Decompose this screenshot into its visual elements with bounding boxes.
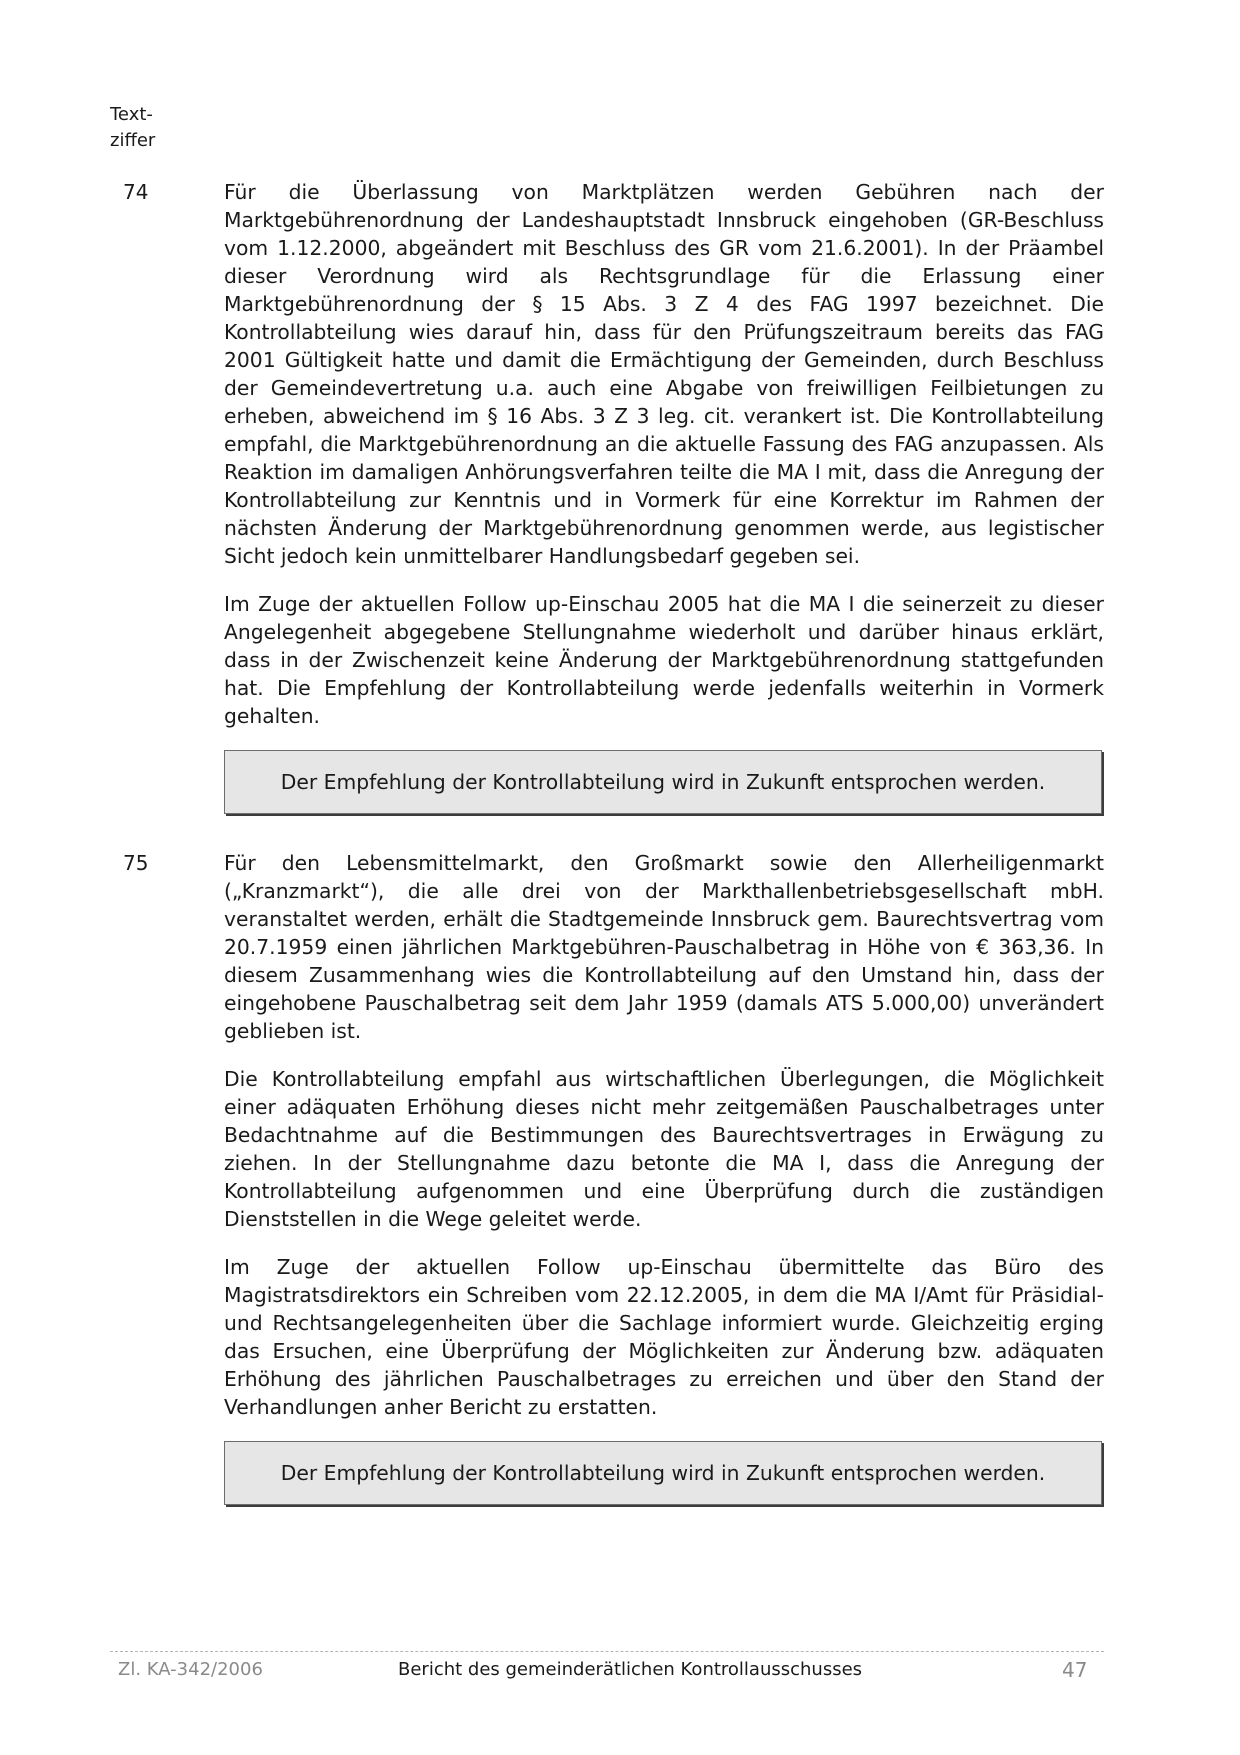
footer-title: Bericht des gemeinderätlichen Kontrollausschusses [398, 1659, 863, 1680]
recommendation-box [224, 750, 1102, 814]
section-body [224, 178, 1104, 814]
paragraph: Im Zuge der aktuellen Follow up-Einschau übermittelte das Büro des Magistratsdirektors ein Schreiben vom 22.12.2005, in dem die MA I/Amt für Präsidial- und Rechtsangelegenheiten über die Sachlage informiert wurde. Gleichzeitig erging das Ersuchen, eine Überprüfung der Möglichkeiten zur Änderung bzw. adäquaten Erhöhung des jährlichen Pauschalbetrages zu erreichen und über den Stand der Verhandlungen anher Bericht zu erstatten. [224, 1255, 1104, 1419]
section-number: 74 [123, 180, 149, 204]
paragraph: Für den Lebensmittelmarkt, den Großmarkt sowie den Allerheiligenmarkt („Kranzmarkt“), die alle drei von der Markthallenbetriebsgesellschaft mbH. veranstaltet werden, erhält die Stadtgemeinde Innsbruck gem. Baurechtsvertrag vom 20.7.1959 einen jährlichen Marktgebühren-Pauschalbetrag in Höhe von € 363,36. In diesem Zusammenhang wies die Kontrollabteilung auf den Umstand hin, dass der eingehobene Pauschalbetrag seit dem Jahr 1959 (damals ATS 5.000,00) unverändert geblieben ist. [224, 851, 1104, 1043]
page-number: 47 [1062, 1658, 1088, 1682]
recommendation-text: Der Empfehlung der Kontrollabteilung wird in Zukunft entsprochen werden. [280, 1461, 1046, 1485]
recommendation-box [224, 1441, 1102, 1505]
recommendation-text: Der Empfehlung der Kontrollabteilung wird in Zukunft entsprochen werden. [280, 770, 1046, 794]
margin-label-line2: ziffer [110, 130, 156, 151]
paragraph: Im Zuge der aktuellen Follow up-Einschau 2005 hat die MA I die seinerzeit zu dieser Angelegenheit abgegebene Stellungnahme wiederholt und darüber hinaus erklärt, dass in der Zwischenzeit keine Änderung der Marktgebührenordnung stattgefunden hat. Die Empfehlung der Kontrollabteilung werde jedenfalls weiterhin in Vormerk gehalten. [224, 592, 1104, 728]
section-number: 75 [123, 851, 149, 875]
margin-label-line1: Text- [110, 104, 153, 125]
paragraph: Die Kontrollabteilung empfahl aus wirtschaftlichen Überlegungen, die Möglichkeit einer adäquaten Erhöhung dieses nicht mehr zeitgemäßen Pauschalbetrages unter Bedachtnahme auf die Bestimmungen des Baurechtsvertrages in Erwägung zu ziehen. In der Stellungnahme dazu betonte die MA I, dass die Anregung der Kontrollabteilung aufgenommen und eine Überprüfung durch die zuständigen Dienststellen in die Wege geleitet werde. [224, 1067, 1104, 1231]
footer-divider [110, 1651, 1104, 1652]
section-body [224, 849, 1104, 1505]
footer-reference: Zl. KA-342/2006 [118, 1659, 263, 1680]
margin-label [110, 102, 155, 154]
paragraph: Für die Überlassung von Marktplätzen werden Gebühren nach der Marktgebührenordnung der Landeshauptstadt Innsbruck eingehoben (GR-Beschluss vom 1.12.2000, abgeändert mit Beschluss des GR vom 21.6.2001). In der Präambel dieser Verordnung wird als Rechtsgrundlage für die Erlassung einer Marktgebührenordnung der § 15 Abs. 3 Z 4 des FAG 1997 bezeichnet. Die Kontrollabteilung wies darauf hin, dass für den Prüfungszeitraum bereits das FAG 2001 Gültigkeit hatte und damit die Ermächtigung der Gemeinden, durch Beschluss der Gemeindevertretung u.a. auch eine Abgabe von freiwilligen Feilbietungen zu erheben, abweichend im § 16 Abs. 3 Z 3 leg. cit. verankert ist. Die Kontrollabteilung empfahl, die Marktgebührenordnung an die aktuelle Fassung des FAG anzupassen. Als Reaktion im damaligen Anhörungsverfahren teilte die MA I mit, dass die Anregung der Kontrollabteilung zur Kenntnis und in Vormerk für eine Korrektur im Rahmen der nächsten Änderung der Marktgebührenordnung genommen werde, aus legistischer Sicht jedoch kein unmittelbarer Handlungsbedarf gegeben sei. [224, 180, 1104, 568]
